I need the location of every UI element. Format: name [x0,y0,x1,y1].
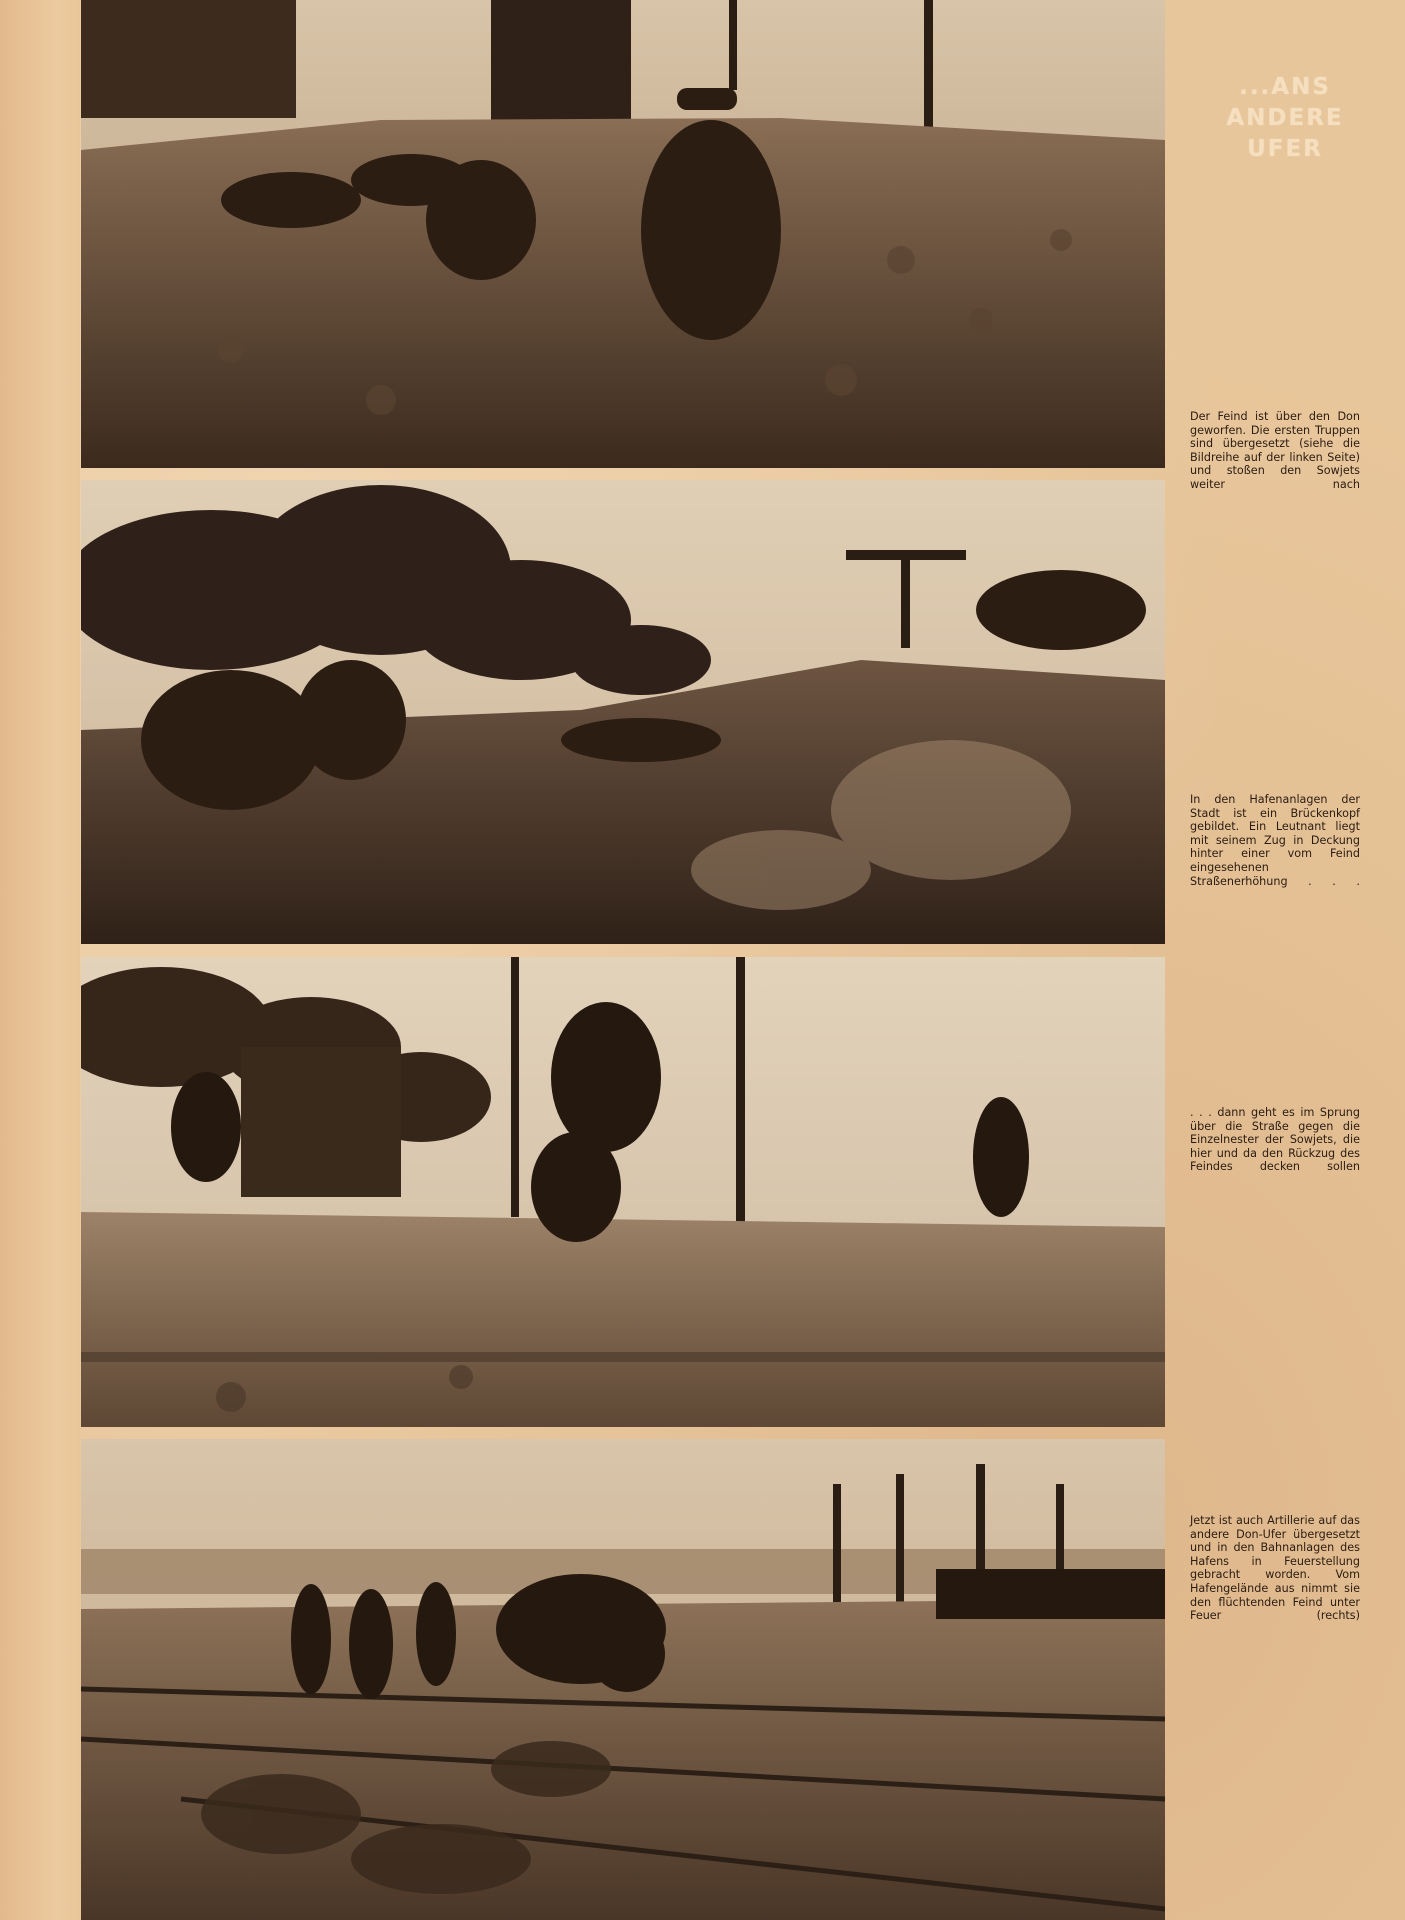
caption-soldier-leaping: . . . dann geht es im Sprung über die Straße gegen die Einzelnester der Sowjets, die hier und da den Rückzug des Feindes decken sollen [1190,1106,1360,1174]
article-headline [1185,72,1385,165]
headline-line-3: UFER [1247,136,1323,162]
photo-artillery-rail-yard-image [81,1439,1165,1920]
photo-artillery-rail-yard [81,1439,1165,1920]
headline-line-2: ANDERE [1226,105,1344,131]
photo-soldier-leaping-image [81,957,1165,1427]
photo-soldiers-advancing [81,0,1165,468]
caption-troops-in-cover: In den Hafenanlagen der Stadt ist ein Brückenkopf gebildet. Ein Leutnant liegt mit seinem Zug in Deckung hinter einer vom Feind eingesehenen Straßenerhöhung . . . [1190,793,1360,888]
page-margin [0,0,80,1920]
photo-soldier-leaping [81,957,1165,1427]
photo-troops-in-cover [81,480,1165,944]
photo-soldiers-advancing-image [81,0,1165,468]
photo-troops-in-cover-image [81,480,1165,944]
caption-soldiers-advancing: Der Feind ist über den Don geworfen. Die ersten Truppen sind übergesetzt (siehe die Bildreihe auf der linken Seite) und stoßen den Sowjets weiter nach [1190,410,1360,491]
headline-line-1: ...ANS [1239,74,1331,100]
caption-artillery-rail-yard: Jetzt ist auch Artillerie auf das andere Don-Ufer übergesetzt und in den Bahnanlagen des Hafens in Feuerstellung gebracht worden. Vom Hafengelände aus nimmt sie den flüchtenden Feind unter Feuer (rechts) [1190,1514,1360,1623]
